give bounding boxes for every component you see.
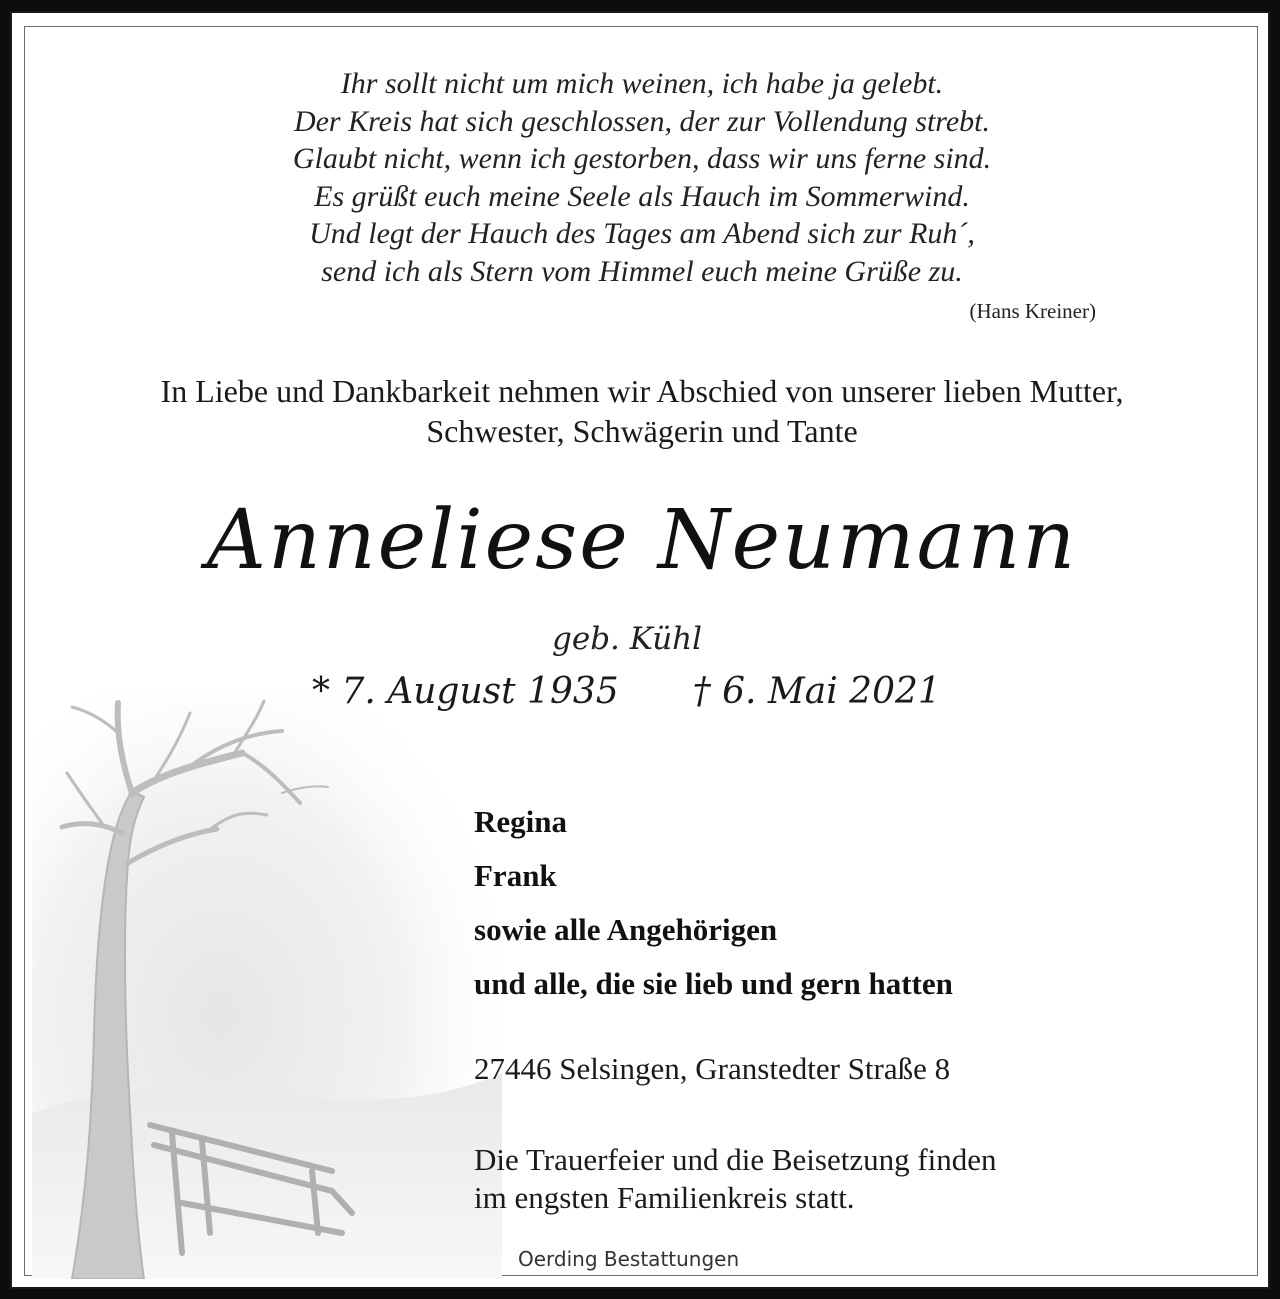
tree-bench-illustration — [32, 693, 502, 1279]
life-dates — [312, 671, 941, 712]
intro-line: In Liebe und Dankbarkeit nehmen wir Abschied von unserer lieben Mutter, — [160, 373, 1124, 409]
mourner: Frank — [474, 858, 557, 893]
poem — [12, 65, 1270, 290]
poem-line: Ihr sollt nicht um mich weinen, ich habe ja gelebt. — [340, 67, 944, 100]
notice-line: im engsten Familienkreis statt. — [474, 1180, 855, 1215]
poem-line: Und legt der Hauch des Tages am Abend sich zur Ruh´, — [309, 217, 975, 250]
intro-line: Schwester, Schwägerin und Tante — [426, 413, 858, 449]
poem-author: (Hans Kreiner) — [969, 299, 1096, 323]
mourners-list — [474, 795, 953, 1011]
poem-line: Glaubt nicht, wenn ich gestorben, dass wir uns ferne sind. — [292, 142, 992, 175]
death-date: † 6. Mai 2021 — [692, 671, 941, 712]
family-address: 27446 Selsingen, Granstedter Straße 8 — [474, 1051, 951, 1086]
birth-name: geb. Kühl — [552, 621, 703, 657]
undertaker-credit: Oerding Bestattungen — [518, 1247, 740, 1271]
poem-line: Der Kreis hat sich geschlossen, der zur Vollendung strebt. — [293, 104, 991, 138]
poem-line: Es grüßt euch meine Seele als Hauch im Sommerwind. — [314, 179, 970, 213]
mourner: und alle, die sie lieb und gern hatten — [474, 966, 953, 1001]
intro-text — [12, 371, 1270, 451]
deceased-name: Anneliese Neumann — [206, 493, 1078, 588]
mourner: Regina — [474, 804, 567, 839]
notice-line: Die Trauerfeier und die Beisetzung finden — [474, 1142, 997, 1177]
funeral-notice — [474, 1141, 997, 1217]
birth-date: * 7. August 1935 — [312, 671, 619, 712]
poem-line: send ich als Stern vom Himmel euch meine Grüße zu. — [321, 254, 963, 288]
mourner: sowie alle Angehörigen — [474, 912, 778, 947]
obituary-card — [10, 11, 1270, 1289]
